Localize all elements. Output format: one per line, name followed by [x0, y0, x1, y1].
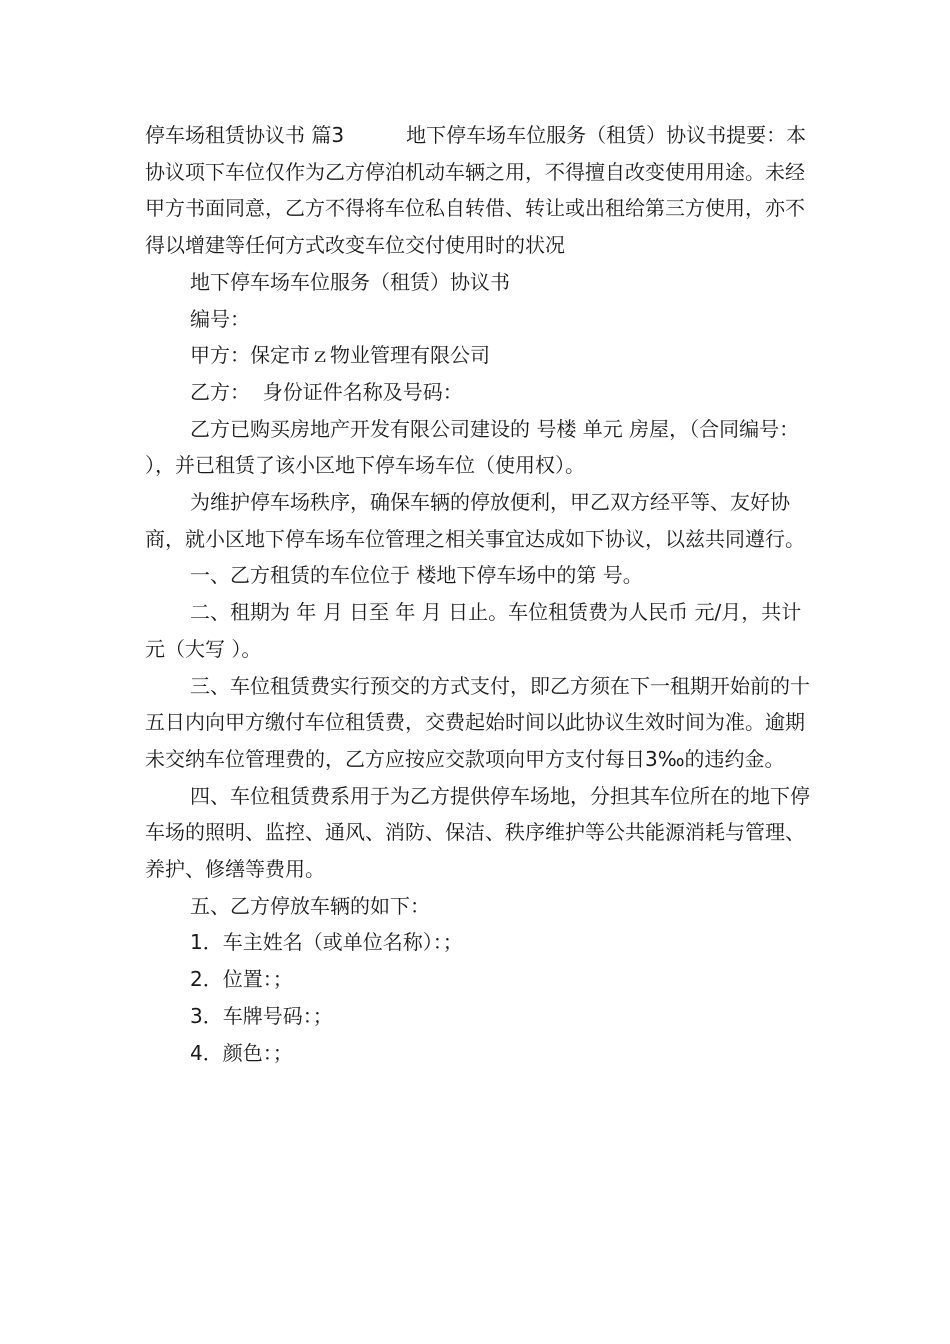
- agreement-number-label: 编号：: [190, 306, 250, 331]
- list-item: 2．位置：；: [190, 967, 293, 992]
- clause-5: 五、乙方停放车辆的如下：: [190, 893, 430, 918]
- intro-summary: 地下停车场车位服务（租赁）协议书提要：本协议项下车位仅作为乙方停泊机动车辆之用，不得擅自改变使用用途。未经甲方书面同意，乙方不得将车位私自转借、转让或出租给第三方使用，亦不得以增建等任何方式改变车位交付使用时的状况: [145, 123, 807, 258]
- list-item: 1．车主姓名（或单位名称）：；: [190, 930, 463, 955]
- clause-1: 一、乙方租赁的车位位于 楼地下停车场中的第 号。: [190, 563, 643, 588]
- purchase-paragraph: 乙方已购买房地产开发有限公司建设的 号楼 单元 房屋，（合同编号： ），并已租赁了该小区地下停车场车位（使用权）。: [145, 416, 812, 478]
- clause-4: 四、车位租赁费系用于为乙方提供停车场地，分担其车位所在的地下停车场的照明、监控、通风、消防、保洁、秩序维护等公共能源消耗与管理、养护、修缮等费用。: [145, 783, 810, 882]
- list-item: 3．车牌号码：；: [190, 1003, 333, 1028]
- list-item: 4．颜色：；: [190, 1040, 293, 1065]
- section-heading: 停车场租赁协议书 篇3: [145, 123, 345, 147]
- party-b-line: 乙方： 身份证件名称及号码：: [190, 379, 463, 404]
- intro-paragraph: [145, 117, 811, 264]
- purpose-paragraph: 为维护停车场秩序，确保车辆的停放便利，甲乙双方经平等、友好协商，就小区地下停车场车位管理之相关事宜达成如下协议，以兹共同遵行。: [145, 490, 805, 551]
- document-page: [145, 117, 811, 1071]
- party-a-line: 甲方：保定市ｚ物业管理有限公司: [190, 343, 490, 368]
- clause-2: 二、租期为 年 月 日至 年 月 日止。车位租赁费为人民币 元/月，共计 元（大写 ）。: [145, 600, 808, 661]
- clause-3: 三、车位租赁费实行预交的方式支付，即乙方须在下一租期开始前的十五日内向甲方缴付车位租赁费，交费起始时间以此协议生效时间为准。逾期未交纳车位管理费的，乙方应按应交款项向甲方支付每日3‰的违约金。: [145, 673, 810, 771]
- agreement-title: 地下停车场车位服务（租赁）协议书: [190, 269, 510, 294]
